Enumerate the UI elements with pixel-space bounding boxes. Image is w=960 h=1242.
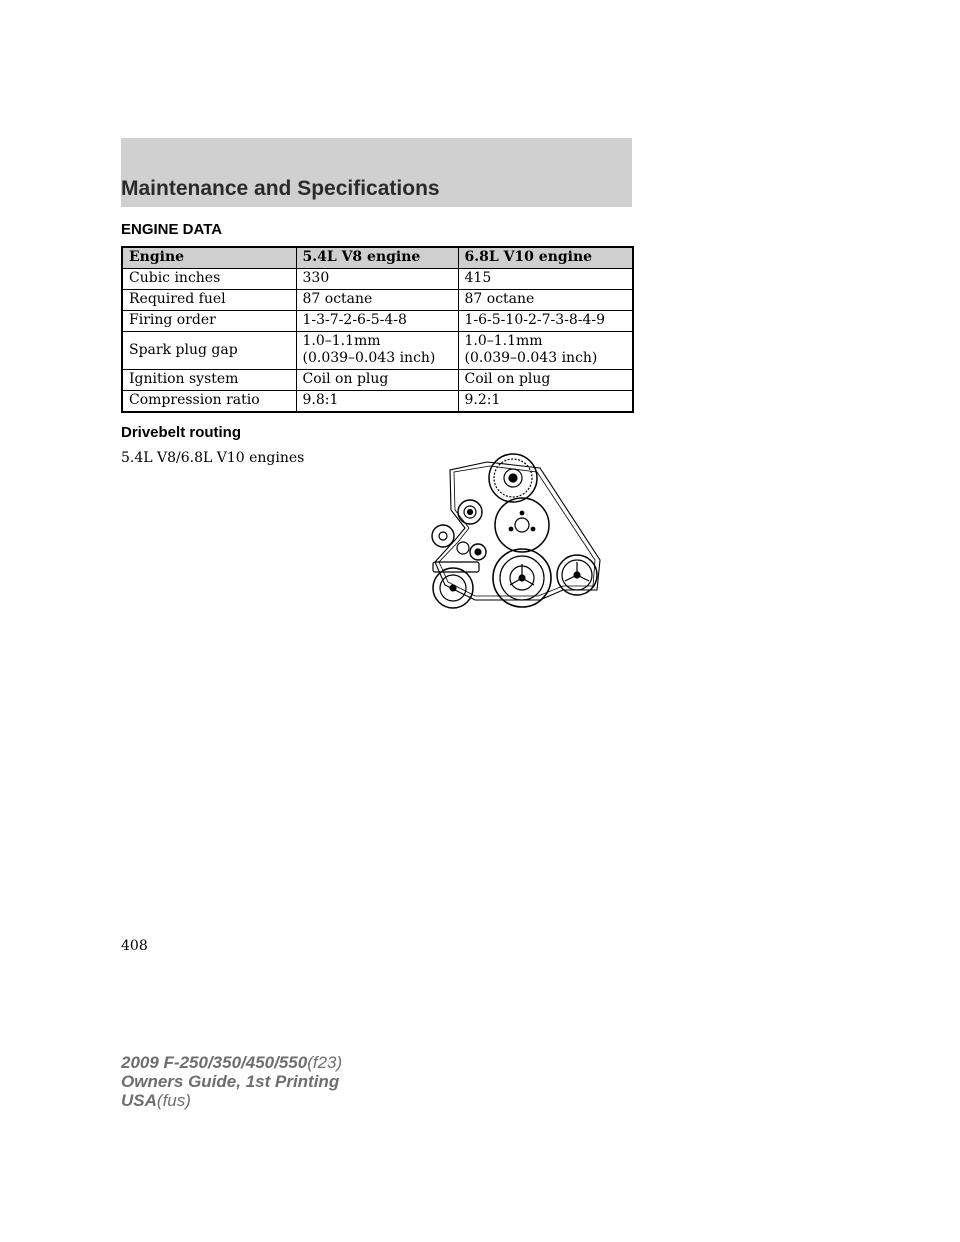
footer-guide: Owners Guide, 1st Printing [121,1072,340,1091]
table-cell: Cubic inches [122,269,296,290]
column-header: Engine [122,247,296,269]
footer-model-code: (f23) [307,1053,343,1072]
table-cell: 9.8:1 [296,391,458,413]
drivebelt-caption: 5.4L V8/6.8L V10 engines [121,450,305,466]
table-cell: 1-3-7-2-6-5-4-8 [296,311,458,332]
table-row [122,332,633,370]
table-cell: Compression ratio [122,391,296,413]
spark-gap-mm: 1.0–1.1mm [464,333,543,349]
print-footer [121,1053,342,1110]
footer-region: USA [121,1091,157,1110]
tensioner-icon [432,525,486,560]
spark-gap-inch: (0.039–0.043 inch) [302,350,436,366]
table-cell [296,332,458,370]
engine-data-table [121,246,634,413]
table-cell: 415 [458,269,633,290]
page-number: 408 [121,938,148,954]
footer-region-code: (fus) [156,1091,191,1110]
page-title: Maintenance and Specifications [121,177,440,200]
table-cell: 87 octane [458,290,633,311]
table-row [122,269,633,290]
section-header-band [121,138,632,207]
table-row [122,370,633,391]
table-cell: Firing order [122,311,296,332]
engine-data-heading: ENGINE DATA [121,221,223,238]
table-row [122,391,633,413]
drivebelt-diagram [425,450,625,610]
footer-model: 2009 F-250/350/450/550 [121,1053,308,1072]
table-cell: 330 [296,269,458,290]
idler-pulley-icon [458,500,482,524]
water-pump-pulley-icon [495,498,549,552]
table-cell: Coil on plug [296,370,458,391]
table-row [122,311,633,332]
column-header: 5.4L V8 engine [296,247,458,269]
table-cell: 9.2:1 [458,391,633,413]
table-cell: Spark plug gap [122,332,296,370]
table-cell [458,332,633,370]
column-header: 6.8L V10 engine [458,247,633,269]
spark-gap-mm: 1.0–1.1mm [302,333,381,349]
drivebelt-heading: Drivebelt routing [121,424,242,441]
power-steering-pulley-icon [557,555,597,595]
spark-gap-inch: (0.039–0.043 inch) [464,350,598,366]
crankshaft-pulley-icon [493,549,551,607]
table-cell: Ignition system [122,370,296,391]
table-cell: Coil on plug [458,370,633,391]
table-row [122,290,633,311]
top-pulley-icon [489,454,537,502]
table-cell: Required fuel [122,290,296,311]
table-cell: 1-6-5-10-2-7-3-8-4-9 [458,311,633,332]
table-header-row [122,247,633,269]
table-cell: 87 octane [296,290,458,311]
alternator-icon [433,562,479,608]
